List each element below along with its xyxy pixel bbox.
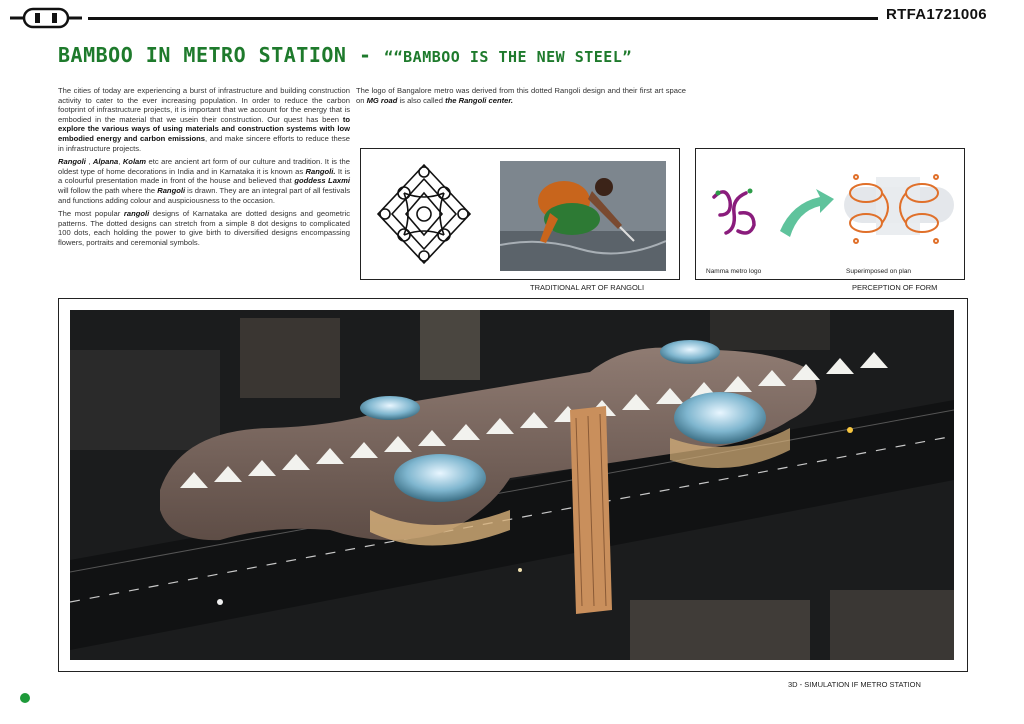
title-main: BAMBOO IN METRO STATION - [58, 43, 385, 67]
rangoli-photo [500, 161, 666, 271]
arrow-icon [780, 189, 834, 237]
header-rule [88, 17, 878, 20]
title-quote: ““BAMBOO IS THE NEW STEEL” [384, 48, 632, 66]
namma-metro-logo-icon [714, 189, 754, 234]
render-caption: 3D - SIMULATION IF METRO STATION [788, 680, 921, 689]
metro-station-render [70, 310, 954, 660]
form-caption: PERCEPTION OF FORM [852, 283, 938, 292]
sheet-id: RTFA1721006 [886, 6, 987, 23]
paragraph-rangoli: Rangoli , Alpana, Kolam etc are ancient art form of our culture and tradition. It is the oldest type of home decorations in India and in Karnataka it is known as Rangoli. It is a colourful presentation made in front of the house and believed that goddess Laxmi will follow the path where the Rangoli is drawn. They are an integral part of all festivals and functions adding colour and auspiciousness to the occasion. [58, 157, 351, 205]
rangoli-figure-panel [360, 148, 680, 280]
plug-logo-icon [6, 6, 86, 30]
rangoli-pattern-drawing [369, 161, 479, 267]
render-figure-frame [58, 298, 968, 672]
superimposed-plan-drawing [844, 175, 954, 243]
paragraph-dotted-designs: The most popular rangoli designs of Karnataka are dotted designs and geometric patterns. The dotted designs can stretch from a simple 8 dot designs to complicated 100 dots, each holding the power to give birth to diversified designs encompassing flowers, portraits and ceremonial symbols. [58, 209, 350, 247]
rangoli-caption: TRADITIONAL ART OF RANGOLI [530, 283, 645, 292]
logo-origin-text: The logo of Bangalore metro was derived from this dotted Rangoli design and their first art space on MG road is also called the Rangoli center. [356, 86, 686, 105]
paragraph-intro: The cities of today are experiencing a burst of infrastructure and building construction activity to cater to the ever increasing population. In order to reduce the carbon footprint of infrastructure projects, it is important that we account for the energy that is embodied in the material that we usein their construction. Our quest has been to explore the various ways of using materials and construction systems with low embodied energy and carbon emissions, and make sincere efforts to reduce these in infrastructure projects. [58, 86, 350, 153]
body-text-column [58, 86, 350, 252]
plan-label: Superimposed on plan [846, 268, 912, 275]
sheet-title [58, 43, 632, 67]
green-bullet-dot [20, 693, 30, 703]
perception-figure-panel [695, 148, 965, 280]
logo-label: Namma metro logo [706, 268, 762, 275]
